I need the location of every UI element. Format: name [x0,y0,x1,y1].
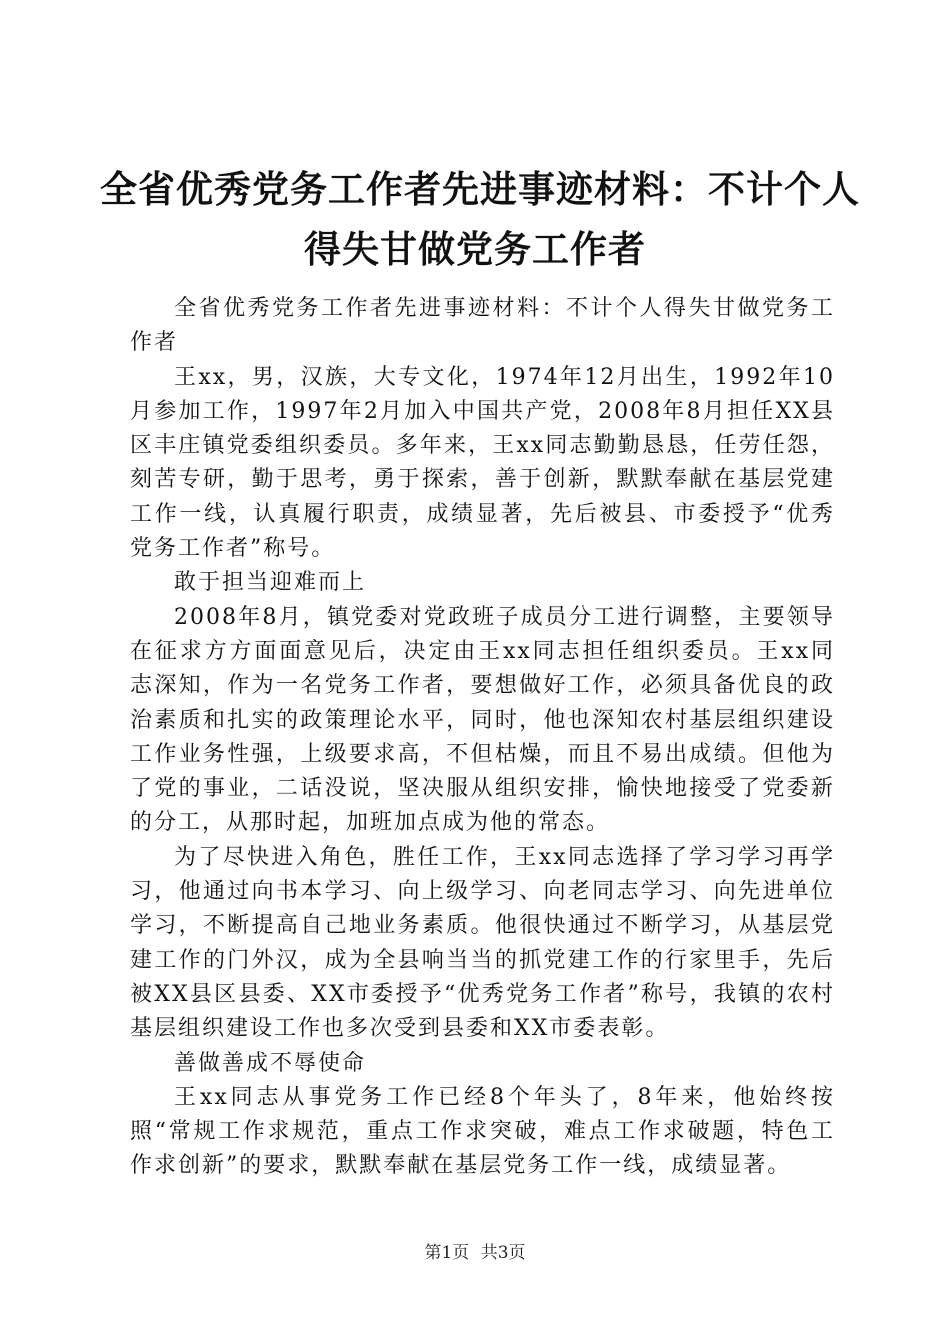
paragraph-section-1-continued: 为了尽快进入角色，胜任工作，王xx同志选择了学习学习再学习，他通过向书本学习、向上级学习、向老同志学习、向先进单位学习，不断提高自己地业务素质。他很快通过不断学习，从基层党建工作的门外汉，成为全县响当当的抓党建工作的行家里手，先后被XX县区县委、XX市委授予“优秀党务工作者”称号，我镇的农村基层组织建设工作也多次受到县委和XX市委表彰。 [130,844,835,1042]
paragraph-section-2: 王xx同志从事党务工作已经8个年头了，8年来，他始终按照“常规工作求规范，重点工作求突破，难点工作求破题，特色工作求创新”的要求，默默奉献在基层党务工作一线，成绩显著。 [130,1084,835,1179]
paragraph-bio: 王xx，男，汉族，大专文化，1974年12月出生，1992年10月参加工作，1997年2月加入中国共产党，2008年8月担任XX县区丰庄镇党委组织委员。多年来，王xx同志勤勤恳恳，任劳任怨，刻苦专研，勤于思考，勇于探索，善于创新，默默奉献在基层党建工作一线，认真履行职责，成绩显著，先后被县、市委授予“优秀党务工作者”称号。 [130,364,835,562]
paragraph-section-1: 2008年8月，镇党委对党政班子成员分工进行调整，主要领导在征求方方面面意见后，决定由王xx同志担任组织委员。王xx同志深知，作为一名党务工作者，要想做好工作，必须具备优良的政治素质和扎实的政策理论水平，同时，他也深知农村基层组织建设工作业务性强，上级要求高，不但枯燥，而且不易出成绩。但他为了党的事业，二话没说，坚决服从组织安排，愉快地接受了党委新的分工，从那时起，加班加点成为他的常态。 [130,604,835,836]
section-heading-1: 敢于担当迎难而上 [174,570,367,596]
section-heading-2: 善做善成不辱使命 [174,1050,367,1076]
document-title [100,160,860,280]
title-line-1: 全省优秀党务工作者先进事迹材料：不计个人 [100,168,860,211]
page-footer [0,1238,950,1263]
page-number: 第1页 [424,1243,470,1263]
page-total: 共3页 [480,1243,526,1263]
title-line-2: 得失甘做党务工作者 [304,228,646,271]
document-body [130,292,835,1184]
paragraph-subtitle: 全省优秀党务工作者先进事迹材料：不计个人得失甘做党务工作者 [130,296,835,356]
